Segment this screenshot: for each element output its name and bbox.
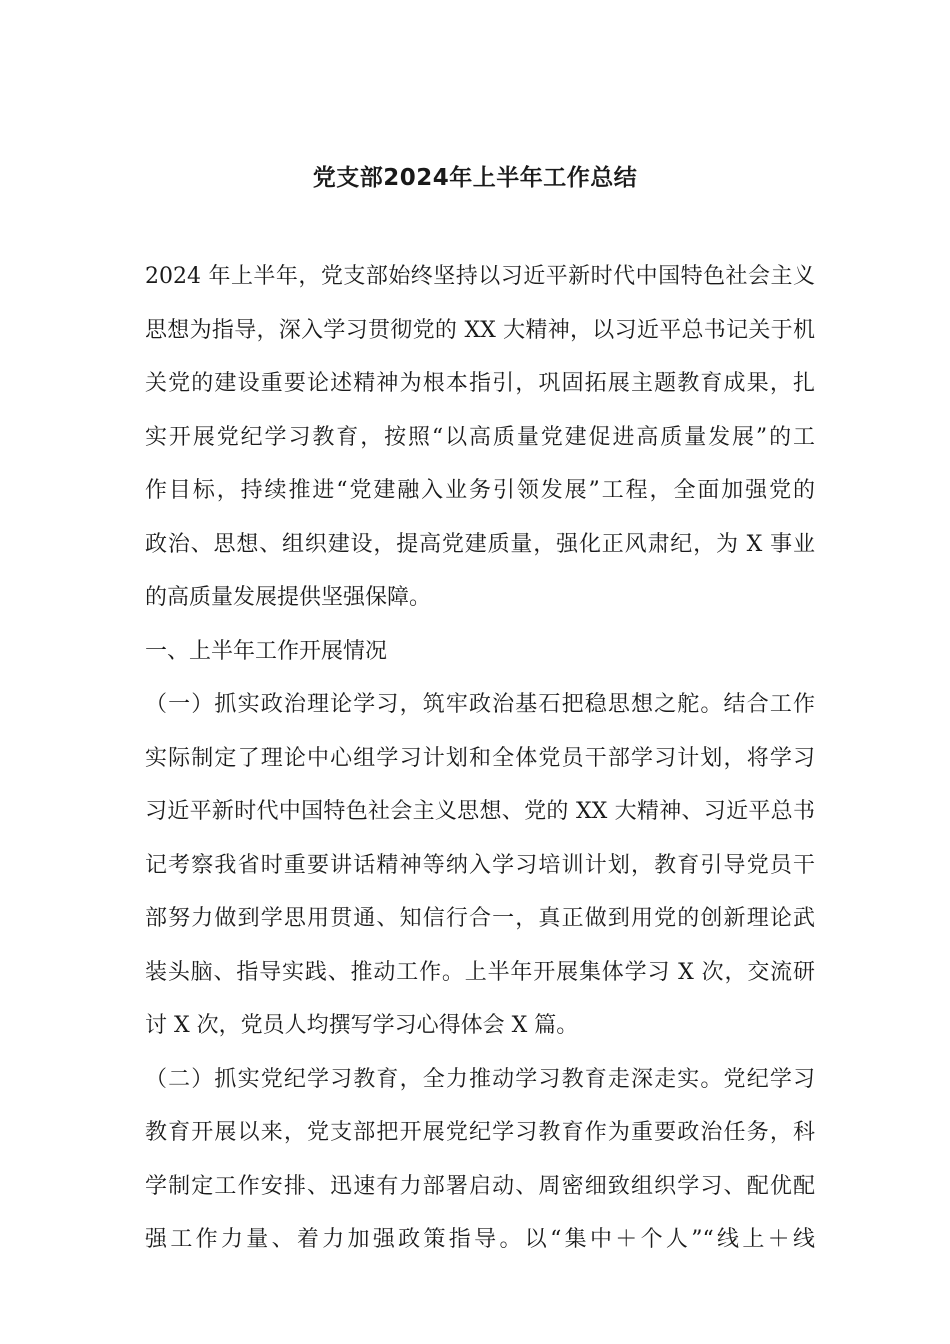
paragraph-line: 政治、思想、组织建设，提高党建质量，强化正风肃纪，为 X 事业 (145, 531, 815, 557)
paragraph-line: 思想为指导，深入学习贯彻党的 XX 大精神，以习近平总书记关于机 (145, 317, 815, 343)
section-heading: 一、上半年工作开展情况 (145, 638, 388, 664)
paragraph-line: 关党的建设重要论述精神为根本指引，巩固拓展主题教育成果，扎 (145, 371, 815, 396)
document-body (145, 250, 815, 1267)
paragraph-line: 装头脑、指导实践、推动工作。上半年开展集体学习 X 次，交流研 (145, 959, 815, 985)
paragraph-line: 学制定工作安排、迅速有力部署启动、周密细致组织学习、配优配 (145, 1173, 815, 1199)
paragraph-line: 实开展党纪学习教育，按照“以高质量党建促进高质量发展”的工 (145, 424, 815, 450)
paragraph-line: 的高质量发展提供坚强保障。 (145, 585, 432, 610)
paragraph-line: 部努力做到学思用贯通、知信行合一，真正做到用党的创新理论武 (145, 906, 815, 931)
paragraph-line: 2024 年上半年，党支部始终坚持以习近平新时代中国特色社会主义 (145, 264, 815, 289)
paragraph-line: （二）抓实党纪学习教育，全力推动学习教育走深走实。党纪学习 (145, 1066, 815, 1092)
paragraph-line: 记考察我省时重要讲话精神等纳入学习培训计划，教育引导党员干 (145, 852, 815, 878)
paragraph-line: 强工作力量、着力加强政策指导。以“集中＋个人”“线上＋线 (145, 1227, 815, 1252)
paragraph-line: 习近平新时代中国特色社会主义思想、党的 XX 大精神、习近平总书 (145, 799, 815, 824)
paragraph-line: 作目标，持续推进“党建融入业务引领发展”工程，全面加强党的 (145, 478, 815, 503)
paragraph-line: 教育开展以来，党支部把开展党纪学习教育作为重要政治任务，科 (145, 1120, 815, 1145)
paragraph-line: （一）抓实政治理论学习，筑牢政治基石把稳思想之舵。结合工作 (145, 692, 815, 717)
paragraph-line: 实际制定了理论中心组学习计划和全体党员干部学习计划，将学习 (145, 745, 815, 771)
document-title: 党支部2024年上半年工作总结 (312, 165, 638, 191)
paragraph-line: 讨 X 次，党员人均撰写学习心得体会 X 篇。 (145, 1013, 579, 1038)
